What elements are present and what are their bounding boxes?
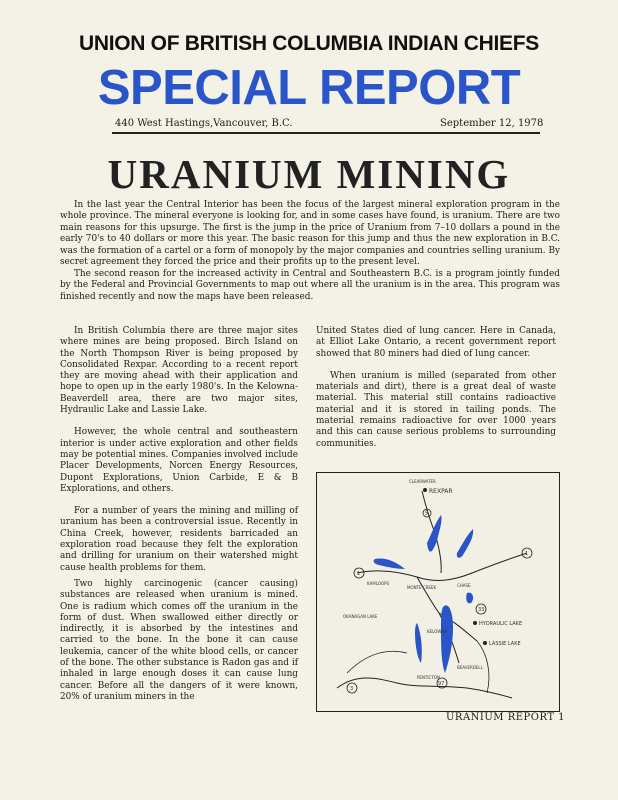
article-title: URANIUM MINING bbox=[107, 151, 511, 197]
lake bbox=[427, 515, 442, 552]
body-paragraph: When uranium is milled (separated from other materials and dirt), there is a great deal of waste material. This material still contains radioactive material and it is stored in tailing ponds. The material remains radioactive for over 1000 years and this can cause serious problems to surrounding communities. bbox=[316, 370, 556, 449]
secondary-road bbox=[347, 651, 407, 673]
organization-name: UNION OF BRITISH COLUMBIA INDIAN CHIEFS bbox=[78, 32, 539, 55]
lassie-lake-site-marker bbox=[483, 641, 487, 645]
map-label: 3 bbox=[350, 686, 354, 692]
okanagan-lake bbox=[441, 605, 453, 673]
publication-date: September 12, 1978 bbox=[440, 118, 544, 129]
uranium-sites-map bbox=[316, 472, 560, 712]
map-label: 1 bbox=[525, 551, 529, 557]
lake bbox=[415, 623, 422, 663]
lake bbox=[457, 529, 473, 558]
header-divider bbox=[112, 132, 540, 134]
body-paragraph: In British Columbia there are three major sites where mines are being proposed. Birch Island on the North Thompson River is being proposed by Consolidated Rexpar. According to a recent report they are moving ahead with their application and hope to open up in the early 1980's. In the Kelowna-Beaverdell area, there are two major sites, Hydraulic Lake and Lassie Lake. bbox=[60, 326, 298, 416]
map-label: 1 bbox=[357, 571, 361, 577]
intro-paragraph-2: The second reason for the increased activity in Central and Southeastern B.C. is a program jointly funded by the Federal and Provincial Governments to map out where all the uranium is in the area. This program was finished recently and now the maps have been released. bbox=[60, 269, 560, 302]
column-right bbox=[316, 326, 556, 461]
map-drawing bbox=[317, 473, 559, 711]
map-label: 97 bbox=[438, 681, 445, 687]
hydraulic-lake-site-marker bbox=[473, 621, 477, 625]
body-paragraph: Two highly carcinogenic (cancer causing) substances are released when uranium is mined. One is radium which comes off the uranium in the form of dust. When swallowed either directly or indirectly, it is absorbed by the intestines and carried to the bone. In the bone it can cause leukemia, cancer of the white blood cells, or cancer of the bone. The other substance is Radon gas and if inhaled in large enough doses it can cause lung cancer. Before all the dangers of it were known, 20% of uranium miners in the bbox=[60, 578, 298, 702]
map-label: MONTE CREEK bbox=[407, 585, 437, 590]
body-paragraph: United States died of lung cancer. Here in Canada, at Elliot Lake Ontario, a recent government report showed that 80 miners had died of lung cancer. bbox=[316, 326, 556, 359]
map-label: CLEARWATER bbox=[409, 479, 436, 484]
thompson-route bbox=[357, 553, 527, 580]
column-left bbox=[60, 326, 298, 714]
body-paragraph: For a number of years the mining and milling of uranium has been a controversial issue. Recently in China Creek, however, residents barricaded an exploration road because they felt the exploration and drilling for uranium on their watershed might cause health problems for them. bbox=[60, 506, 298, 573]
kamloops-lake bbox=[374, 558, 405, 569]
map-label: HYDRAULIC LAKE bbox=[479, 621, 523, 627]
highway-3-route bbox=[337, 678, 512, 698]
page-footer: URANIUM REPORT 1 bbox=[446, 712, 566, 723]
rexpar-site-marker bbox=[423, 488, 427, 492]
map-label: 33 bbox=[478, 607, 485, 613]
map-label: REXPAR bbox=[429, 488, 453, 495]
map-label: OKANAGAN LAKE bbox=[343, 614, 378, 619]
body-paragraph: However, the whole central and southeastern interior is under active exploration and other fields may be potential mines. Companies involved include Placer Developments, Norcen Energy Resources, Dupont Explorations, Union Carbide, E & B Explorations, and others. bbox=[60, 427, 298, 494]
intro-paragraph-1: In the last year the Central Interior has been the focus of the largest mineral exploration program in the whole province. The mineral everyone is looking for, and in some cases have found, is uranium. There are two main reasons for this upsurge. The first is the jump in the price of Uranium from 7–10 dollars a pound in the early 70's to 40 dollars or more this year. The basic reason for this jump and thus the new exploration in B.C. was the formation of a cartel or a form of monopoly by the major companies and countries selling uranium. By secret agreement they forced the price and their profits up to the present level. bbox=[60, 200, 560, 268]
map-label: KAMLOOPS bbox=[367, 581, 390, 586]
map-label: KELOWNA bbox=[427, 629, 448, 634]
map-label: PENTICTON bbox=[417, 675, 440, 680]
map-label: BEAVERDELL bbox=[457, 665, 483, 670]
map-label: 5 bbox=[425, 510, 429, 517]
address: 440 West Hastings,Vancouver, B.C. bbox=[115, 118, 293, 129]
map-label: LASSIE LAKE bbox=[489, 641, 521, 647]
report-type-heading: SPECIAL REPORT bbox=[97, 61, 521, 115]
map-label: CHASE bbox=[457, 583, 471, 588]
lake bbox=[466, 593, 473, 604]
